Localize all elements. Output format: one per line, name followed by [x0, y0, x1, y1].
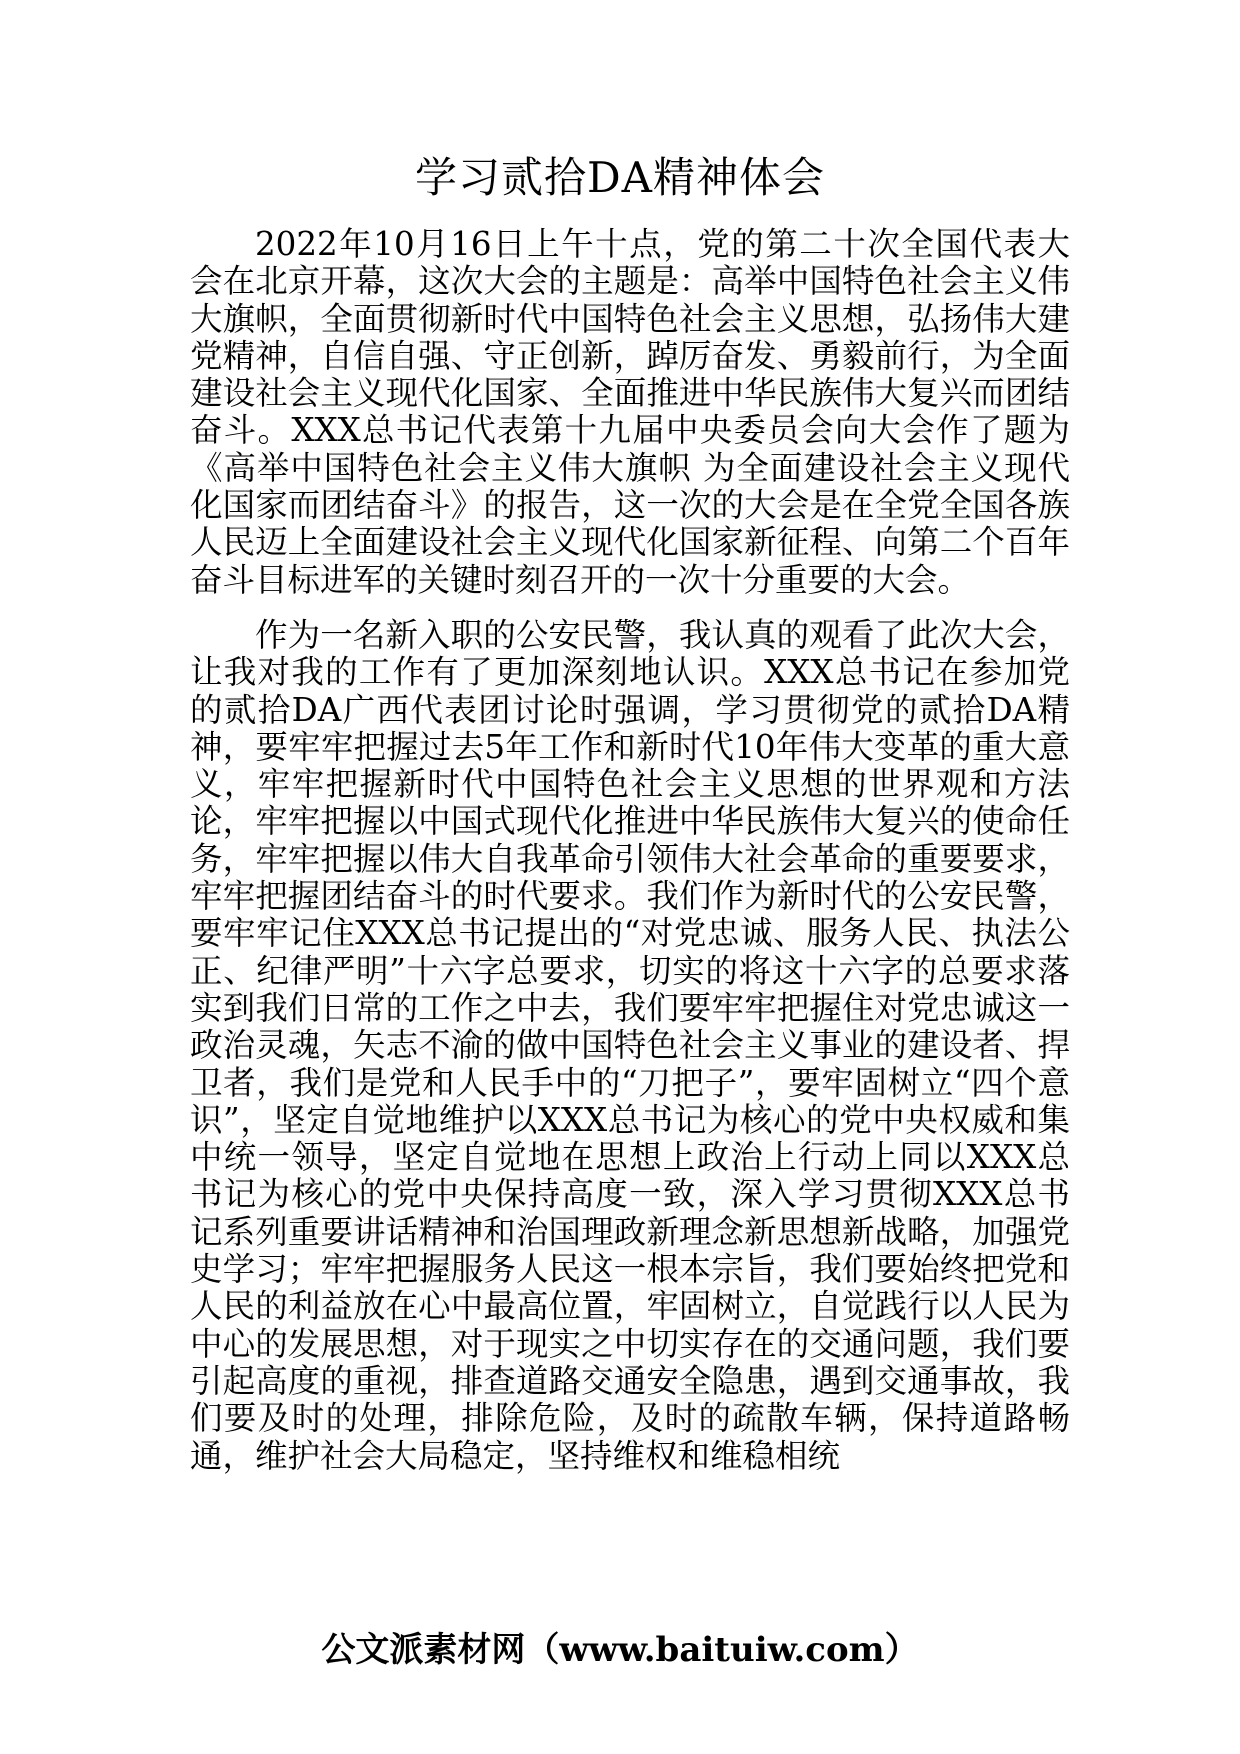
footer-watermark: 公文派素材网（www.baituiw.com）	[321, 1630, 919, 1670]
document-body	[190, 226, 1070, 1475]
paragraph-1: 2022年10月16日上午十点，党的第二十次全国代表大会在北京开幕，这次大会的主题是：高举中国特色社会主义伟大旗帜，全面贯彻新时代中国特色社会主义思想，弘扬伟大建党精神，自信自强、守正创新，踔厉奋发、勇毅前行，为全面建设社会主义现代化国家、全面推进中华民族伟大复兴而团结奋斗。XXX总书记代表第十九届中央委员会向大会作了题为《高举中国特色社会主义伟大旗帜 为全面建设社会主义现代化国家而团结奋斗》的报告，这一次的大会是在全党全国各族人民迈上全面建设社会主义现代化国家新征程、向第二个百年奋斗目标进军的关键时刻召开的一次十分重要的大会。	[190, 225, 1070, 599]
paragraph-2: 作为一名新入职的公安民警，我认真的观看了此次大会，让我对我的工作有了更加深刻地认识。XXX总书记在参加党的贰拾DA广西代表团讨论时强调，学习贯彻党的贰拾DA精神，要牢牢把握过去5年工作和新时代10年伟大变革的重大意义，牢牢把握新时代中国特色社会主义思想的世界观和方法论，牢牢把握以中国式现代化推进中华民族伟大复兴的使命任务，牢牢把握以伟大自我革命引领伟大社会革命的重要要求，牢牢把握团结奋斗的时代要求。我们作为新时代的公安民警，要牢牢记住XXX总书记提出的“对党忠诚、服务人民、执法公正、纪律严明”十六字总要求，切实的将这十六字的总要求落实到我们日常的工作之中去，我们要牢牢把握住对党忠诚这一政治灵魂，矢志不渝的做中国特色社会主义事业的建设者、捍卫者，我们是党和人民手中的“刀把子”，要牢固树立“四个意识”，坚定自觉地维护以XXX总书记为核心的党中央权威和集中统一领导，坚定自觉地在思想上政治上行动上同以XXX总书记为核心的党中央保持高度一致，深入学习贯彻XXX总书记系列重要讲话精神和治国理政新理念新思想新战略，加强党史学习；牢牢把握服务人民这一根本宗旨，我们要始终把党和人民的利益放在心中最高位置，牢固树立，自觉践行以人民为中心的发展思想，对于现实之中切实存在的交通问题，我们要引起高度的重视，排查道路交通安全隐患，遇到交通事故，我们要及时的处理，排除危险，及时的疏散车辆，保持道路畅通，维护社会大局稳定，坚持维权和维稳相统	[190, 615, 1070, 1475]
document-title: 学习贰拾DA精神体会	[414, 153, 825, 202]
